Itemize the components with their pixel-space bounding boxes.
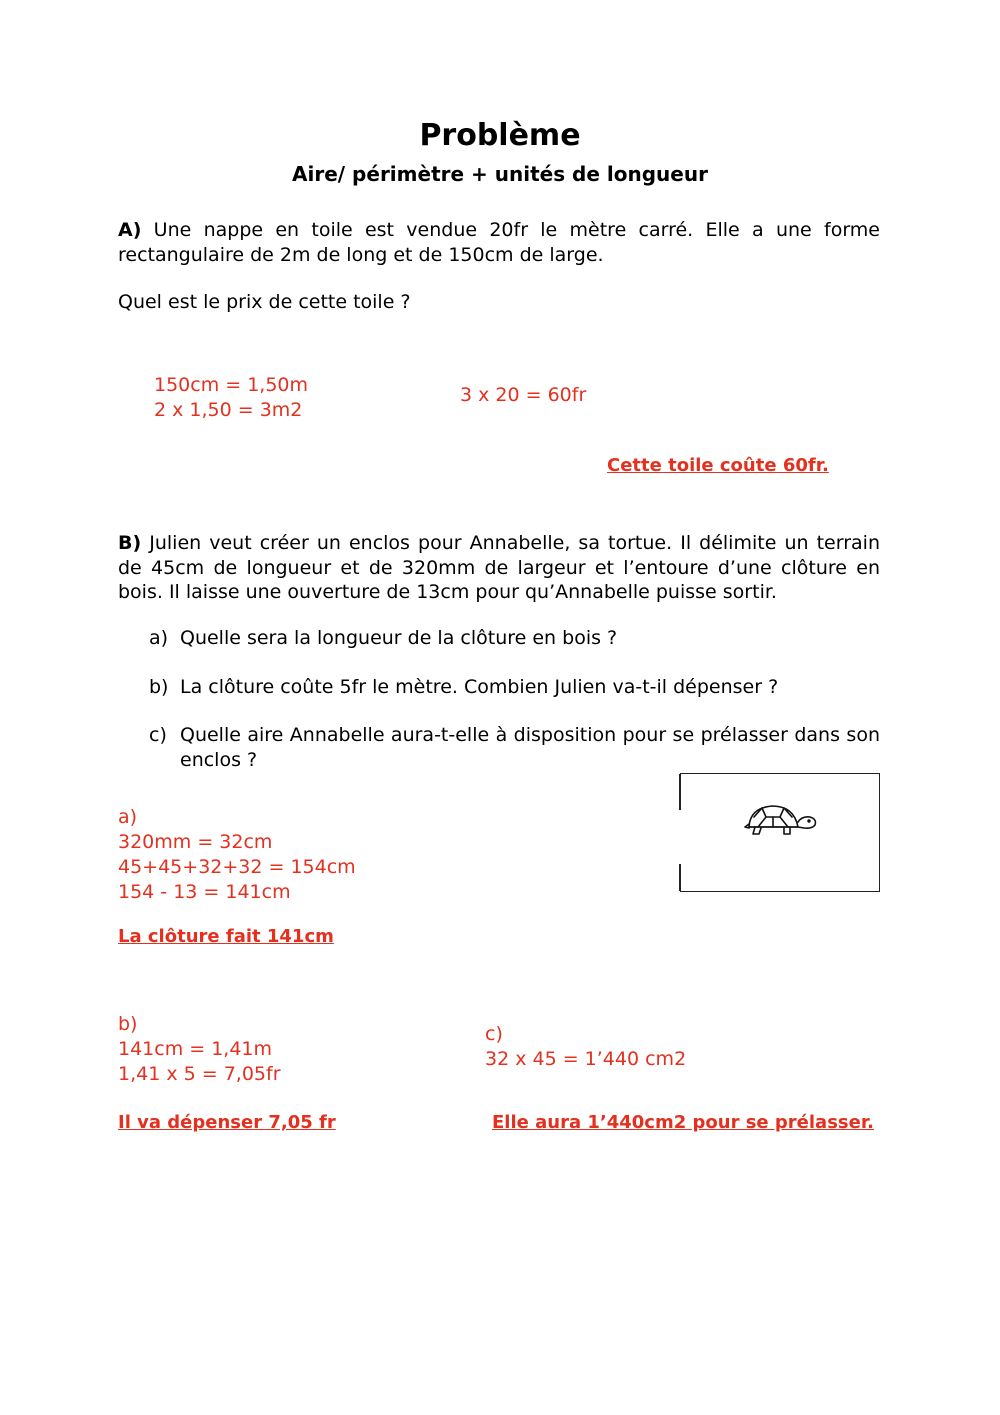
- work-line: 2 x 1,50 = 3m2: [154, 399, 303, 421]
- problem-b-text: Julien veut créer un enclos pour Annabelle, sa tortue. Il délimite un terrain de 45cm de longueur et de 320mm de largeur et l’entoure d’une clôture en bois. Il laisse une ouverture de 13cm pour qu’Annabelle puisse sortir.: [118, 532, 880, 603]
- work-c: [485, 1022, 686, 1072]
- work-line: 141cm = 1,41m: [118, 1038, 273, 1060]
- question-c: [149, 723, 880, 773]
- question-text: Quelle aire Annabelle aura-t-elle à disposition pour se prélasser dans son enclos ?: [180, 724, 880, 771]
- problem-a-question: Quel est le prix de cette toile ?: [118, 291, 411, 313]
- work-line: 154 - 13 = 141cm: [118, 881, 291, 903]
- work-line: a): [118, 806, 138, 828]
- page-subtitle: Aire/ périmètre + unités de longueur: [292, 162, 708, 186]
- problem-a-text: Une nappe en toile est vendue 20fr le mètre carré. Elle a une forme rectangulaire de 2m de long et de 150cm de large.: [118, 219, 880, 266]
- problem-a-work-right: 3 x 20 = 60fr: [460, 384, 587, 406]
- answer-c: Elle aura 1’440cm2 pour se prélasser.: [492, 1112, 874, 1133]
- page-title: Problème: [419, 118, 581, 153]
- question-text: La clôture coûte 5fr le mètre. Combien Julien va-t-il dépenser ?: [180, 676, 779, 698]
- question-text: Quelle sera la longueur de la clôture en bois ?: [180, 627, 618, 649]
- problem-a-statement: [118, 218, 880, 267]
- work-a: [118, 805, 356, 905]
- work-line: 150cm = 1,50m: [154, 374, 309, 396]
- work-line: 45+45+32+32 = 154cm: [118, 856, 356, 878]
- work-line: b): [118, 1013, 138, 1035]
- question-b: [149, 675, 880, 701]
- problem-b-statement: [118, 531, 880, 605]
- problem-a-label: A): [118, 219, 142, 241]
- work-line: 320mm = 32cm: [118, 831, 273, 853]
- work-line: 1,41 x 5 = 7,05fr: [118, 1063, 281, 1085]
- problem-a-answer: Cette toile coûte 60fr.: [607, 455, 829, 476]
- turtle-icon: [744, 800, 820, 840]
- question-letter: b): [149, 676, 169, 698]
- question-letter: a): [149, 627, 169, 649]
- work-b: [118, 1012, 281, 1087]
- enclosure-figure: [680, 773, 880, 892]
- question-letter: c): [149, 724, 167, 746]
- problem-b-label: B): [118, 532, 142, 554]
- answer-a: La clôture fait 141cm: [118, 926, 334, 947]
- question-a: [149, 626, 880, 652]
- work-line: 32 x 45 = 1’440 cm2: [485, 1048, 687, 1070]
- problem-a-work-left: [154, 373, 308, 423]
- work-line: c): [485, 1023, 503, 1045]
- answer-b: Il va dépenser 7,05 fr: [118, 1112, 336, 1133]
